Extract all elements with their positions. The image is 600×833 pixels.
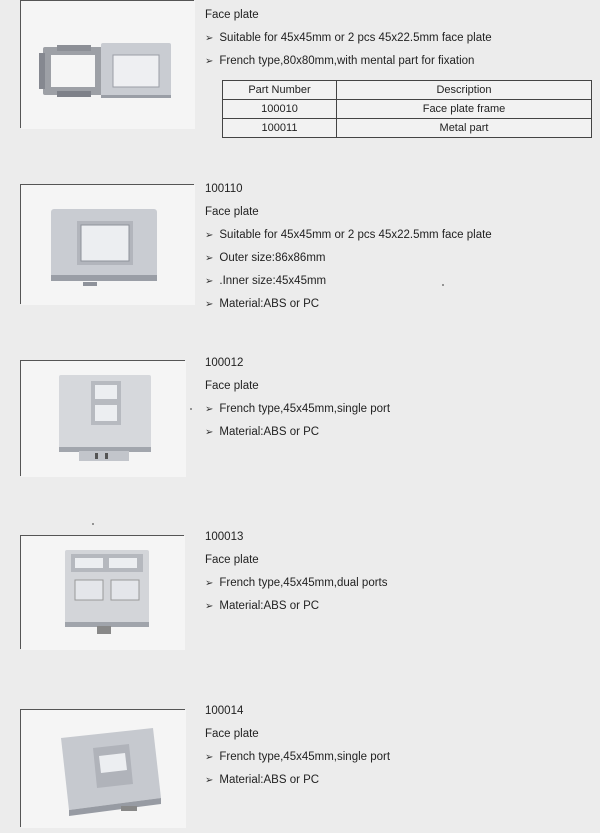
product-image-box (20, 535, 184, 649)
table-row (223, 100, 592, 119)
product-title: Face plate (205, 728, 259, 740)
spec-bullet: ➢ Suitable for 45x45mm or 2 pcs 45x22.5mm face plate (205, 226, 492, 249)
spec-bullet: ➢ French type,80x80mm,with mental part for fixation (205, 52, 492, 75)
part-number: 100014 (205, 705, 244, 717)
scan-speck (92, 523, 94, 525)
product-image-box (20, 709, 185, 827)
part-number: 100012 (205, 357, 244, 369)
spec-bullet: ➢ French type,45x45mm,single port (205, 400, 390, 423)
scan-speck (190, 408, 192, 410)
spec-bullet: ➢ Material:ABS or PC (205, 597, 388, 620)
product-title: Face plate (205, 9, 259, 21)
spec-bullet: ➢ .Inner size:45x45mm (205, 272, 492, 295)
product-image-box (20, 360, 185, 476)
face-plate-86x86-image (21, 185, 195, 305)
table-cell-description: Face plate frame (337, 100, 592, 119)
face-plate-single-port-image (21, 361, 186, 477)
table-cell-description: Metal part (337, 119, 592, 138)
spec-bullet: ➢ Outer size:86x86mm (205, 249, 492, 272)
table-row (223, 119, 592, 138)
product-title: Face plate (205, 206, 259, 218)
spec-bullet: ➢ Suitable for 45x45mm or 2 pcs 45x22.5mm face plate (205, 29, 492, 52)
table-header-description: Description (337, 81, 592, 100)
face-plate-dual-ports-image (21, 536, 185, 650)
table-cell-part-number: 100011 (223, 119, 337, 138)
face-plate-single-port-angled-image (21, 710, 186, 828)
product-title: Face plate (205, 380, 259, 392)
spec-bullet: ➢ Material:ABS or PC (205, 295, 492, 318)
product-image-box (20, 184, 194, 304)
face-plate-frame-with-metal-part-image (21, 1, 195, 129)
spec-bullet: ➢ Material:ABS or PC (205, 771, 390, 794)
part-number: 100110 (205, 183, 243, 195)
spec-bullet: ➢ French type,45x45mm,dual ports (205, 574, 388, 597)
scan-speck (442, 284, 444, 286)
table-header-row (223, 81, 592, 100)
table-header-part-number: Part Number (223, 81, 337, 100)
table-cell-part-number: 100010 (223, 100, 337, 119)
product-title: Face plate (205, 554, 259, 566)
spec-bullet: ➢ French type,45x45mm,single port (205, 748, 390, 771)
part-number: 100013 (205, 531, 244, 543)
product-image-box (20, 0, 194, 128)
spec-bullet: ➢ Material:ABS or PC (205, 423, 390, 446)
part-number-table (222, 80, 592, 138)
